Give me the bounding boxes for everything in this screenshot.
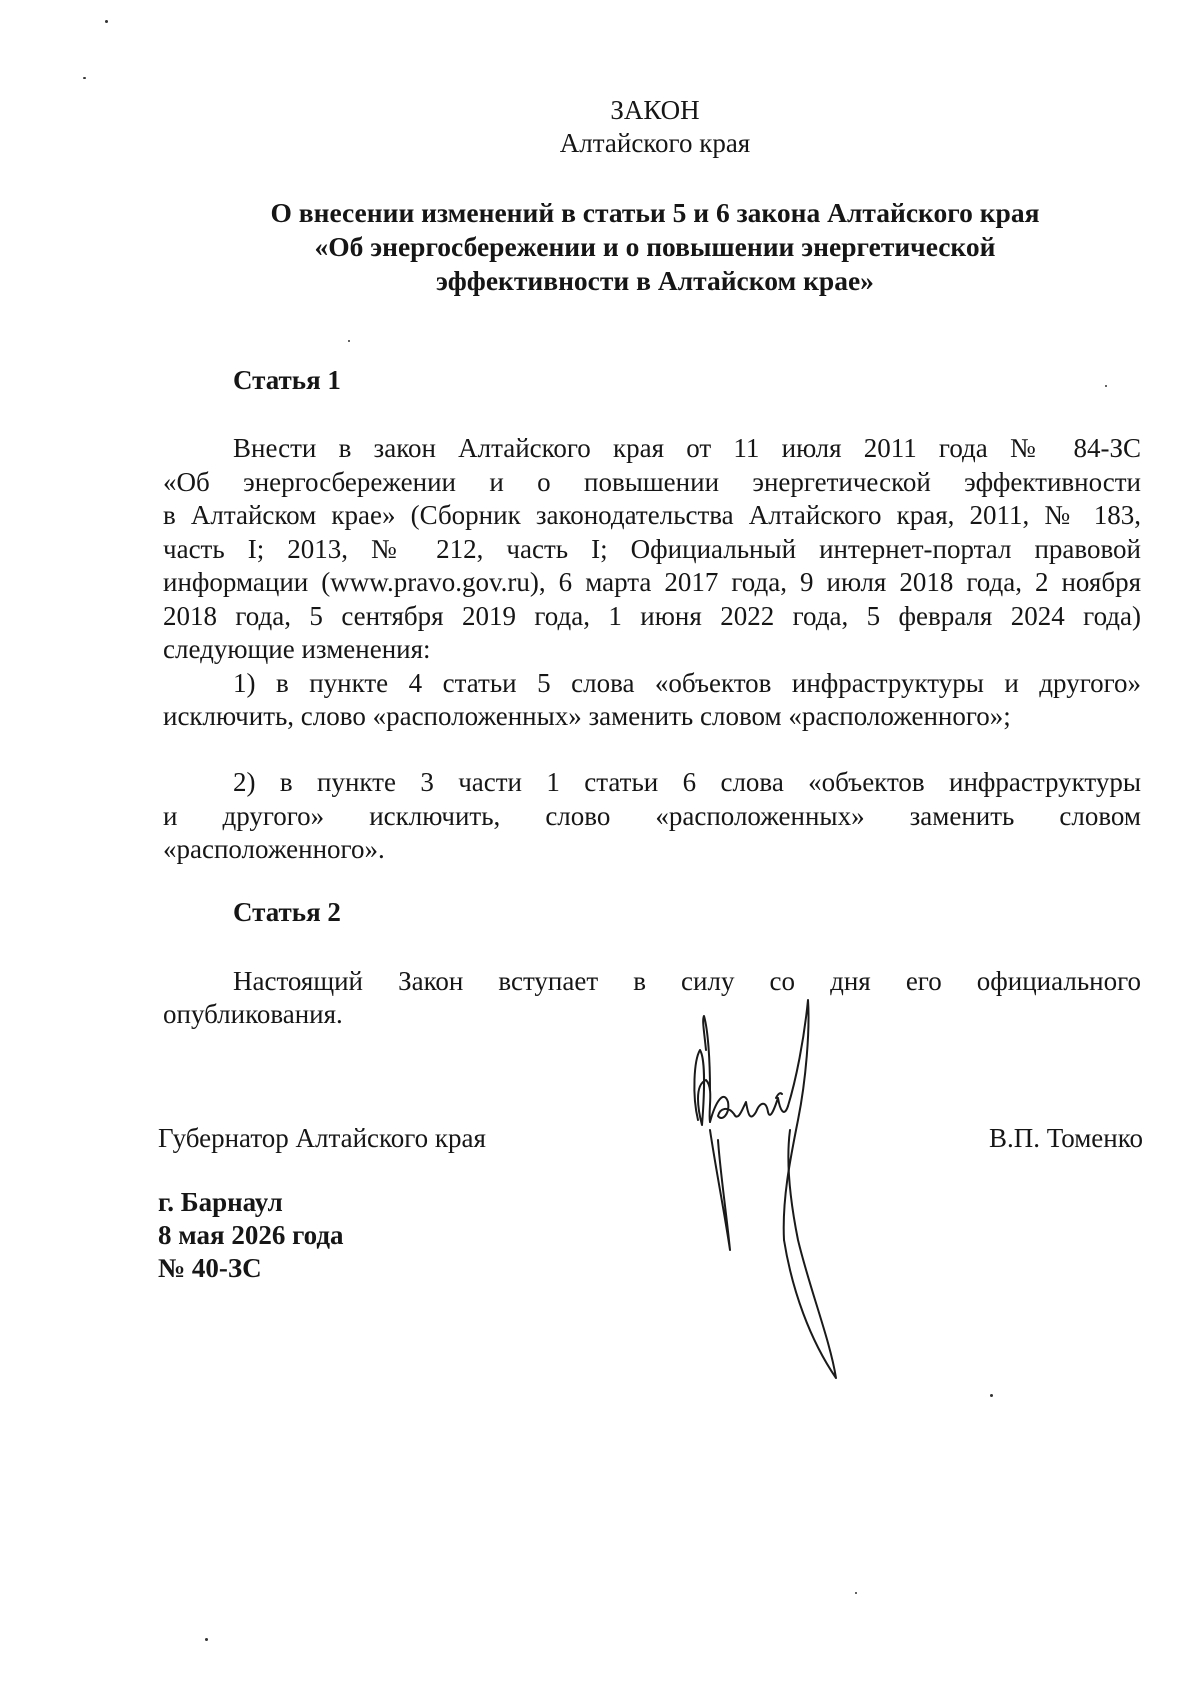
article-1-item-2-line: 2) в пункте 3 части 1 статьи 6 слова «объектов инфраструктуры [233,767,1141,797]
article-1-item-2-line: и другого» исключить, слово «расположенных» заменить словом [163,801,1141,831]
article-1-text-line: «Об энергосбережении и о повышении энергетической эффективности [163,467,1141,497]
scan-speck [1105,385,1107,387]
scan-speck [855,1592,857,1594]
article-1-text-line: информации (www.pravo.gov.ru), 6 марта 2017 года, 9 июля 2018 года, 2 ноября [163,567,1141,597]
scan-speck [990,1394,993,1397]
law-number: № 40-ЗС [158,1253,262,1283]
article-1-text-line: Внести в закон Алтайского края от 11 июля 2011 года № 84-ЗС [233,433,1141,463]
scan-speck [83,77,86,79]
article-1-heading: Статья 1 [233,365,341,395]
law-title-line-3: эффективности в Алтайском крае» [436,265,874,296]
article-1-item-1-line: исключить, слово «расположенных» заменить словом «расположенного»; [163,701,1011,731]
law-title-line-2: «Об энергосбережении и о повышении энергетической [314,231,996,262]
article-1-item-1-line: 1) в пункте 4 статьи 5 слова «объектов инфраструктуры и другого» [233,668,1141,698]
article-1-text-line: часть I; 2013, № 212, часть I; Официальный интернет-портал правовой [163,534,1141,564]
article-1-text-line: 2018 года, 5 сентября 2019 года, 1 июня 2022 года, 5 февраля 2024 года) [163,601,1141,631]
scan-speck [105,20,108,23]
signatory-position: Губернатор Алтайского края [158,1123,486,1153]
handwritten-signature [680,990,890,1380]
signing-date: 8 мая 2026 года [158,1220,344,1250]
article-1-text-line: в Алтайском крае» (Сборник законодательства Алтайского края, 2011, № 183, [163,500,1141,530]
signatory-name: В.П. Томенко [989,1123,1143,1153]
article-2-text-line: опубликования. [163,999,343,1029]
document-type: ЗАКОН [610,95,700,125]
document-region: Алтайского края [559,128,751,158]
article-1-item-2-line: «расположенного». [163,834,385,864]
article-1-text-line: следующие изменения: [163,634,431,664]
article-2-text-line: Настоящий Закон вступает в силу со дня его официального [233,966,1141,996]
scan-speck [348,340,350,342]
signing-place: г. Барнаул [158,1187,283,1217]
law-title-line-1: О внесении изменений в статьи 5 и 6 закона Алтайского края [270,197,1040,228]
scan-speck [205,1638,208,1641]
article-2-heading: Статья 2 [233,897,341,927]
